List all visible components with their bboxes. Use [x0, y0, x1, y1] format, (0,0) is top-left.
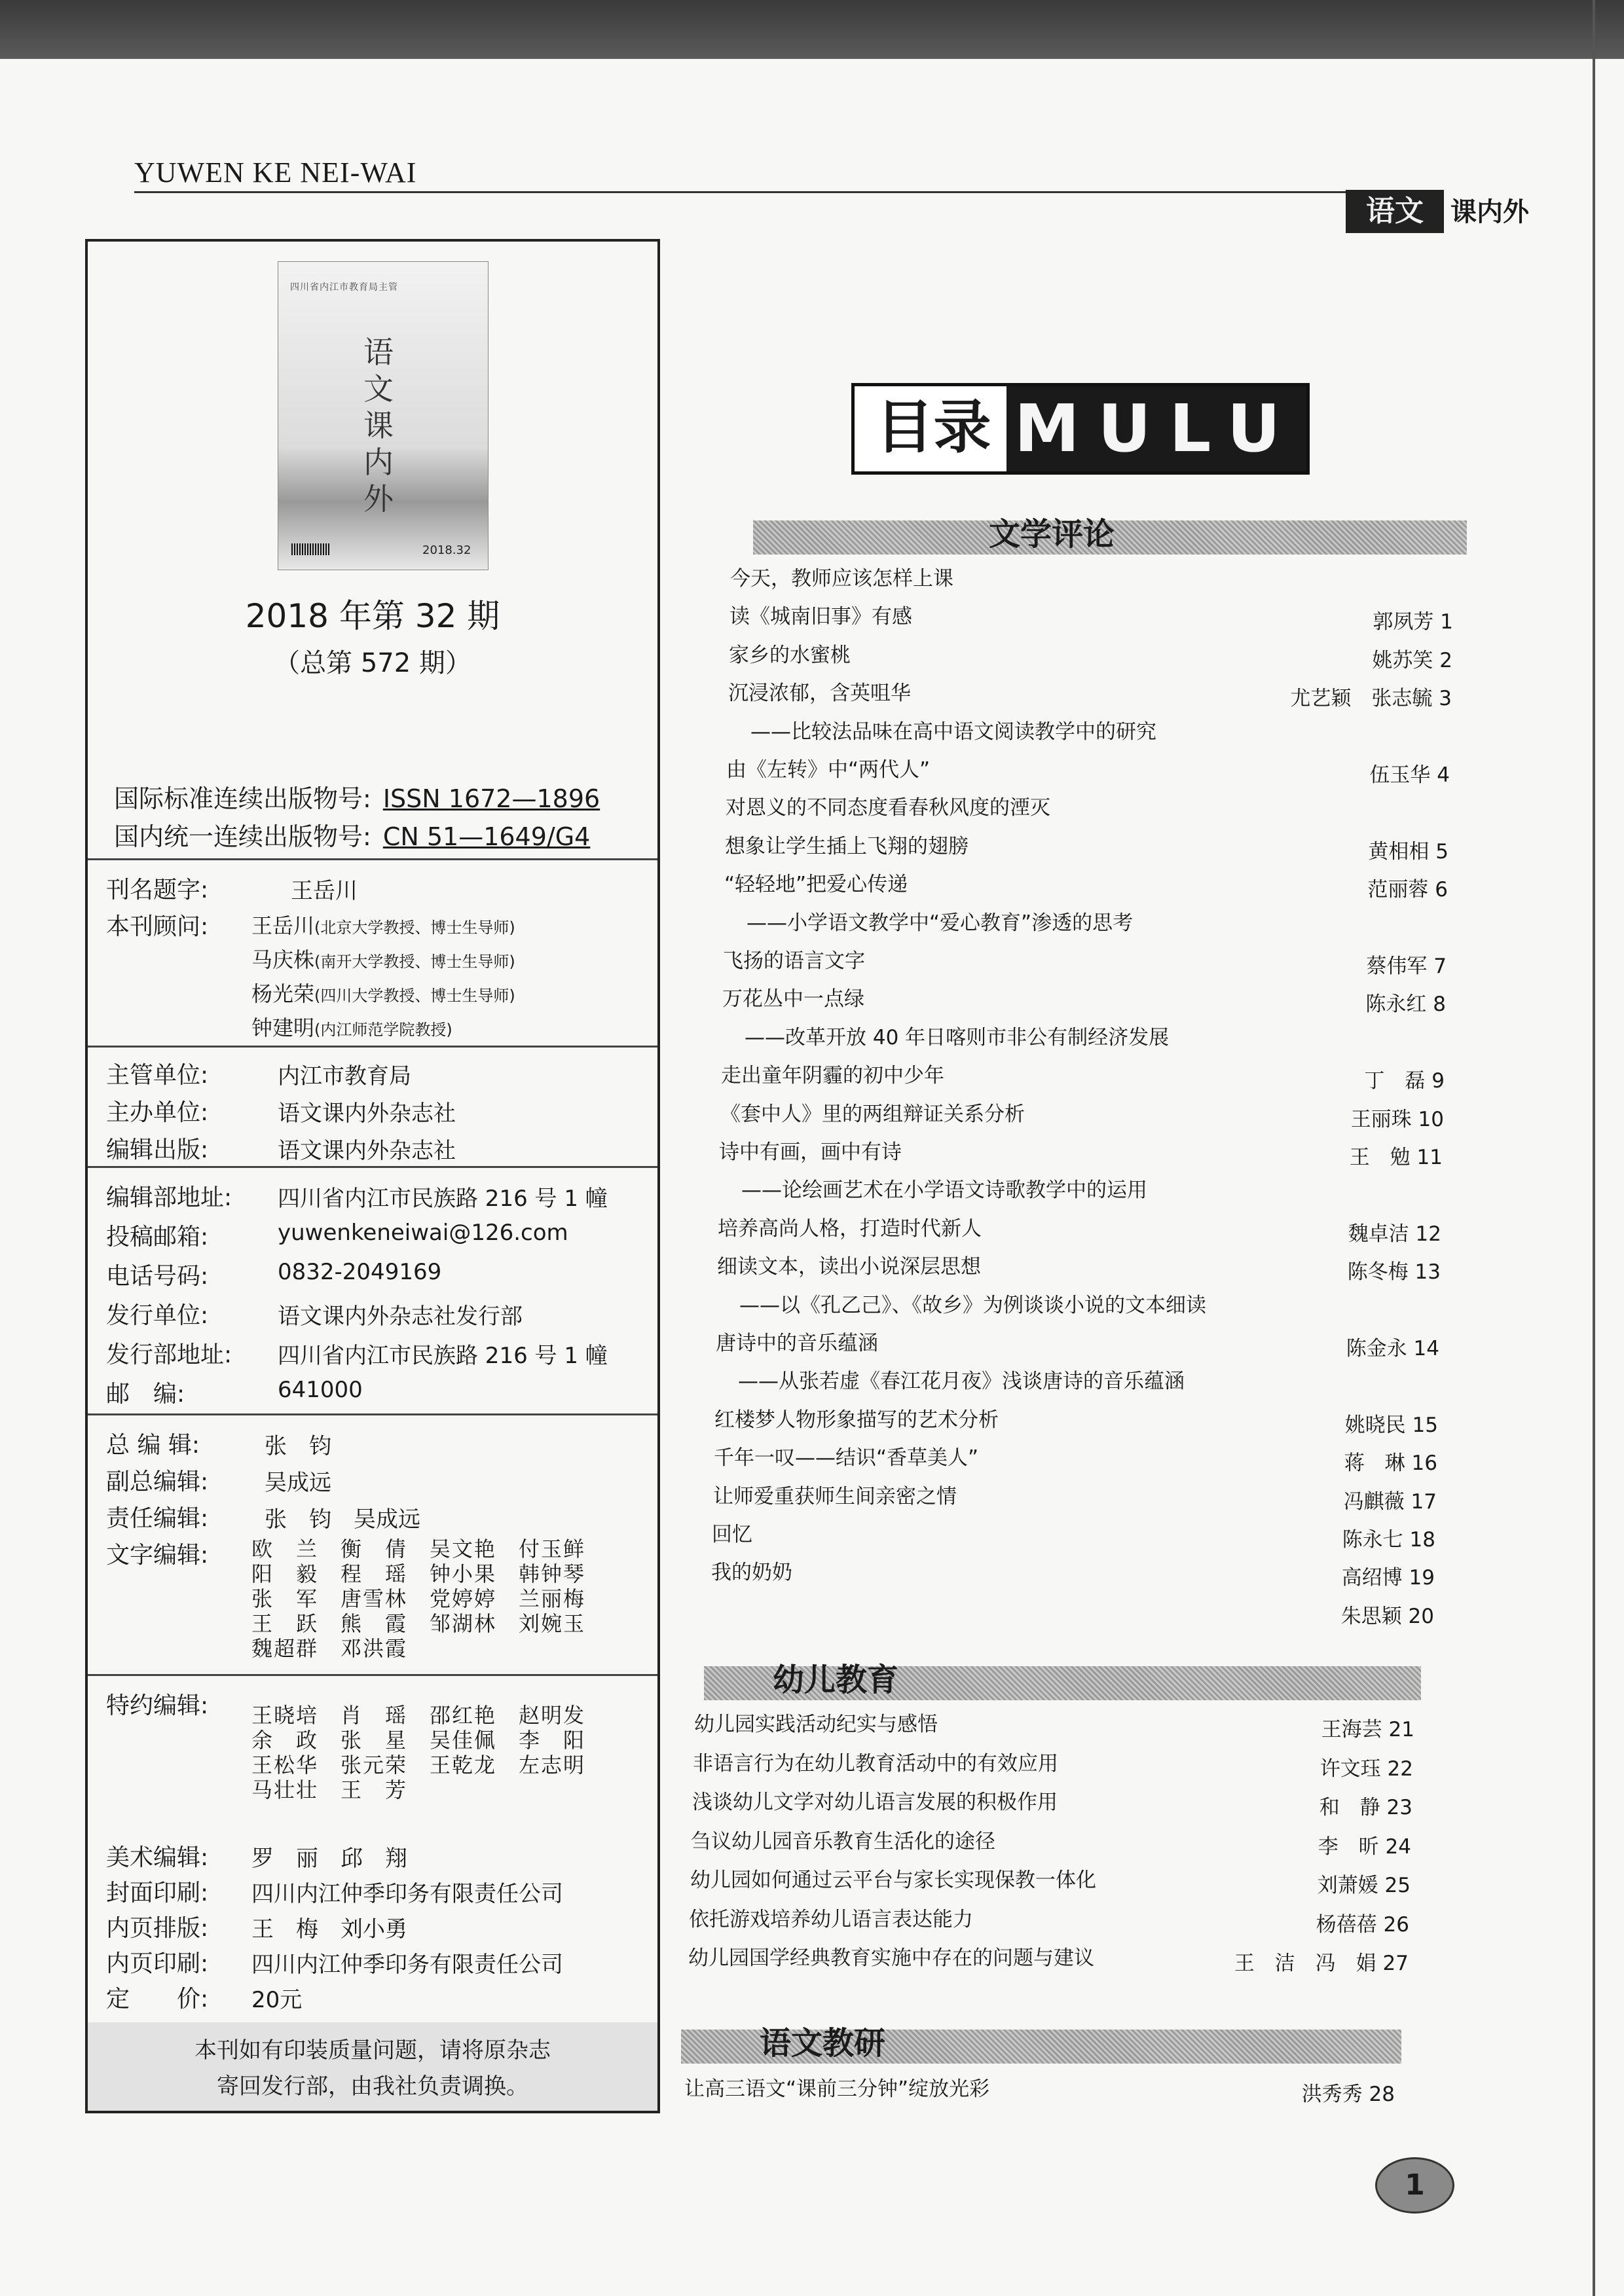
- toc-entry-title[interactable]: 沉浸浓郁，含英咀华: [728, 682, 911, 706]
- supervisor-label: 主管单位:: [106, 1062, 209, 1089]
- toc-entry-title[interactable]: ——比较法品味在高中语文阅读教学中的研究: [750, 720, 1156, 744]
- notice-line-2: 寄回发行部，由我社负责调换。: [217, 2073, 528, 2100]
- barcode-icon: [291, 543, 331, 555]
- section-header: [704, 1662, 1421, 1700]
- chief-editor-value: 张 钧: [265, 1433, 331, 1459]
- text-editors-label: 文字编辑:: [106, 1542, 209, 1569]
- divider: [88, 1046, 657, 1048]
- advisor-row: 马庆株(南开大学教授、博士生导师): [251, 947, 515, 972]
- page-number: 1: [1375, 2157, 1454, 2214]
- publisher-value: 语文课内外杂志社: [278, 1138, 456, 1164]
- section-header: [681, 2025, 1401, 2064]
- toc-entry-author: 许文珏 22: [1320, 1757, 1413, 1781]
- toc-entry-author: 高绍博 19: [1341, 1566, 1435, 1590]
- toc-entry-title[interactable]: 走出童年阴霾的初中少年: [721, 1064, 944, 1088]
- price-label: 定 价:: [106, 1986, 209, 2013]
- divider: [88, 858, 657, 860]
- text-editors-list: 欧 兰 衡 倩 吴文艳 付玉鲜 阳 毅 程 瑶 钟小果 韩钟琴 张 军 唐雪林 党婷婷 兰丽梅 王 跃 熊 霞 邹湖林 刘婉玉 魏超群 邓洪霞: [251, 1537, 586, 1661]
- calligraphy-value: 王岳川: [291, 878, 358, 904]
- toc-entry-author: 陈冬梅 13: [1347, 1260, 1441, 1285]
- sponsor-label: 主办单位:: [106, 1099, 209, 1126]
- advisor-row: 钟建明(内江师范学院教授): [251, 1015, 452, 1040]
- responsible-editor-value: 张 钧 吴成远: [265, 1506, 420, 1533]
- toc-entry-author: 冯麒薇 17: [1343, 1489, 1437, 1514]
- postcode-value: 641000: [278, 1377, 363, 1403]
- toc-entry-author: 范丽蓉 6: [1367, 878, 1448, 902]
- phone-label: 电话号码:: [106, 1263, 209, 1290]
- toc-heading-en: MULU: [1006, 386, 1306, 471]
- toc-entry-title[interactable]: 想象让学生插上飞翔的翅膀: [725, 834, 969, 858]
- toc-entry-title[interactable]: 让师爱重获师生间亲密之情: [713, 1484, 957, 1508]
- responsible-editor-label: 责任编辑:: [106, 1505, 209, 1532]
- issn-value: ISSN 1672—1896: [382, 784, 600, 813]
- header-rule: [134, 191, 1346, 193]
- calligraphy-label: 刊名题字:: [106, 877, 209, 903]
- toc-entry-title[interactable]: 幼儿园如何通过云平台与家长实现保教一体化: [690, 1868, 1096, 1892]
- advisor-row: 杨光荣(四川大学教授、博士生导师): [251, 981, 515, 1006]
- typesetting-label: 内页排版:: [106, 1915, 209, 1942]
- toc-entry-author: 洪秀秀 28: [1301, 2083, 1395, 2106]
- toc-entry-author: 伍玉华 4: [1369, 763, 1450, 787]
- dist-address-label: 发行部地址:: [106, 1341, 232, 1368]
- issn-row: [114, 778, 600, 814]
- toc-entry-title[interactable]: 非语言行为在幼儿教育活动中的有效应用: [693, 1751, 1058, 1776]
- toc-entry-author: 杨蓓蓓 26: [1316, 1912, 1409, 1937]
- toc-entry-author: 陈金永 14: [1346, 1337, 1439, 1360]
- toc-entry-title[interactable]: 浅谈幼儿文学对幼儿语言发展的积极作用: [692, 1791, 1058, 1814]
- toc-entry-author: 王海芸 21: [1321, 1718, 1414, 1741]
- total-issue: （总第 572 期）: [274, 648, 471, 678]
- publisher-label: 编辑出版:: [106, 1137, 209, 1163]
- toc-entry-title[interactable]: 细读文本，读出小说深层思想: [717, 1255, 981, 1279]
- toc-entry-title[interactable]: ——论绘画艺术在小学语文诗歌教学中的运用: [741, 1178, 1147, 1203]
- toc-entry-author: 郭夙芳 1: [1373, 610, 1453, 634]
- toc-entry-title[interactable]: 幼儿园国学经典教育实施中存在的问题与建议: [688, 1946, 1094, 1970]
- toc-entry-author: 陈永红 8: [1365, 993, 1446, 1017]
- toc-entry-author: 尤艺颖 张志毓 3: [1290, 687, 1452, 711]
- art-editor-label: 美术编辑:: [106, 1844, 209, 1871]
- toc-entry-author: 丁 磊 9: [1364, 1069, 1445, 1093]
- guest-editors-label: 特约编辑:: [106, 1692, 209, 1719]
- deputy-editor-label: 副总编辑:: [106, 1468, 209, 1495]
- toc-entry-title[interactable]: 我的奶奶: [711, 1561, 792, 1585]
- chief-editor-label: 总 编 辑:: [106, 1432, 200, 1459]
- running-header: YUWEN KE NEI-WAI: [134, 156, 417, 189]
- office-address-label: 编辑部地址:: [106, 1184, 232, 1211]
- typesetting-value: 王 梅 刘小勇: [251, 1916, 407, 1942]
- advisors-label: 本刊顾问:: [106, 913, 209, 940]
- cn-row: [114, 816, 590, 852]
- toc-entry-title[interactable]: 唐诗中的音乐蕴涵: [716, 1332, 878, 1355]
- sponsor-value: 语文课内外杂志社: [278, 1101, 456, 1127]
- advisor-row: 王岳川(北京大学教授、博士生导师): [251, 913, 515, 938]
- toc-entry-title[interactable]: 依托游戏培养幼儿语言表达能力: [689, 1907, 973, 1931]
- phone-value: 0832-2049169: [278, 1259, 442, 1285]
- toc-entry-title[interactable]: 培养高尚人格，打造时代新人: [718, 1216, 982, 1241]
- cn-label: 国内统一连续出版物号:: [114, 822, 371, 851]
- toc-entry-title[interactable]: 《套中人》里的两组辩证关系分析: [720, 1102, 1025, 1126]
- toc-entry-author: 王 洁 冯 娟 27: [1234, 1952, 1409, 1975]
- toc-entry-author: 刘萧媛 25: [1317, 1874, 1411, 1897]
- guest-editors-list: 王晓培 肖 瑶 邵红艳 赵明发 余 政 张 星 吴佳佩 李 阳 王松华 张元荣 王乾龙 左志明 马壮壮 王 芳: [251, 1703, 586, 1802]
- toc-heading: [851, 383, 1310, 475]
- office-address-value: 四川省内江市民族路 216 号 1 幢: [278, 1186, 608, 1212]
- scan-top-band: [0, 0, 1624, 59]
- brand-text: 课内外: [1450, 197, 1529, 227]
- toc-entry-author: 魏卓洁 12: [1348, 1222, 1441, 1246]
- issn-label: 国际标准连续出版物号:: [114, 784, 371, 813]
- notice-line-1: 本刊如有印装质量问题，请将原杂志: [194, 2037, 551, 2064]
- toc-entry-author: 李 昕 24: [1318, 1834, 1411, 1859]
- section-title: 幼儿教育: [773, 1662, 899, 1698]
- cover-thumbnail: [278, 261, 489, 570]
- toc-entry-title[interactable]: 万花丛中一点绿: [722, 987, 864, 1011]
- section-title: 语文教研: [760, 2025, 886, 2062]
- toc-entry-title[interactable]: 今天，教师应该怎样上课: [730, 567, 953, 591]
- toc-entry-title[interactable]: 让高三语文“课前三分钟”绽放光彩: [684, 2077, 990, 2101]
- cover-logo-text: 四川省内江市教育局主管: [290, 282, 398, 293]
- toc-entry-title[interactable]: 飞扬的语言文字: [723, 949, 865, 973]
- toc-entry-author: 姚苏笑 2: [1372, 648, 1452, 672]
- divider: [88, 1413, 657, 1415]
- section-header: [753, 516, 1467, 555]
- cn-value: CN 51—1649/G4: [382, 822, 591, 851]
- toc-entry-title[interactable]: 刍议幼儿园音乐教育生活化的途径: [691, 1829, 995, 1853]
- divider: [88, 1674, 657, 1676]
- inner-printer-label: 内页印刷:: [106, 1950, 209, 1977]
- cover-title: 语文课内外: [363, 335, 394, 517]
- dist-address-value: 四川省内江市民族路 216 号 1 幢: [278, 1343, 608, 1369]
- toc-entry-author: 和 静 23: [1319, 1796, 1412, 1819]
- toc-entry-title[interactable]: 对恩义的不同态度看春秋风度的湮灭: [726, 796, 1050, 820]
- divider: [88, 1166, 657, 1168]
- toc-entry-author: 蔡伟军 7: [1366, 955, 1447, 978]
- cover-printer-label: 封面印刷:: [106, 1880, 209, 1906]
- toc-entry-title[interactable]: 读《城南旧事》有感: [729, 605, 912, 629]
- deputy-editor-value: 吴成远: [265, 1470, 331, 1496]
- toc-entry-author: 朱思颖 20: [1340, 1604, 1434, 1628]
- price-value: 20元: [251, 1987, 303, 2013]
- toc-entry-title[interactable]: 千年一叹——结识“香草美人”: [714, 1446, 979, 1470]
- toc-entry-author: 蒋 琳 16: [1344, 1451, 1437, 1476]
- email-value: yuwenkeneiwai@126.com: [278, 1220, 568, 1246]
- distributor-value: 语文课内外杂志社发行部: [278, 1303, 523, 1330]
- distributor-label: 发行单位:: [106, 1302, 209, 1329]
- brand-mark: 语文: [1346, 190, 1444, 233]
- supervisor-value: 内江市教育局: [278, 1063, 411, 1089]
- email-label: 投稿邮箱:: [106, 1224, 209, 1250]
- toc-entry-title[interactable]: 回忆: [712, 1523, 752, 1546]
- page-edge-rule: [1593, 0, 1595, 2296]
- toc-entry-author: 姚晓民 15: [1344, 1413, 1438, 1437]
- masthead-panel: [85, 239, 660, 2113]
- issue-number: 2018 年第 32 期: [245, 597, 500, 635]
- toc-entry-title[interactable]: ——小学语文教学中“爱心教育”渗透的思考: [747, 911, 1134, 935]
- toc-entry-title[interactable]: 由《左转》中“两代人”: [726, 758, 931, 782]
- cover-issue-label: 2018.32: [422, 543, 471, 557]
- art-editor-value: 罗 丽 邱 翔: [251, 1846, 407, 1872]
- toc-entry-title[interactable]: 红楼梦人物形象描写的艺术分析: [714, 1408, 999, 1432]
- toc-entry-title[interactable]: 幼儿园实践活动纪实与感悟: [694, 1713, 938, 1736]
- toc-entry-title[interactable]: “轻轻地”把爱心传递: [724, 873, 908, 897]
- toc-entry-title[interactable]: ——以《孔乙己》、《故乡》为例谈谈小说的文本细读: [739, 1293, 1206, 1317]
- toc-entry-title[interactable]: ——从张若虚《春江花月夜》浅谈唐诗的音乐蕴涵: [738, 1370, 1185, 1394]
- toc-entry-title[interactable]: ——改革开放 40 年日喀则市非公有制经济发展: [745, 1025, 1170, 1049]
- toc-entry-author: 王 勉 11: [1349, 1146, 1443, 1169]
- toc-entry-author: 陈永七 18: [1342, 1528, 1435, 1552]
- section-title: 文学评论: [989, 516, 1115, 553]
- toc-entry-author: 王丽珠 10: [1350, 1107, 1444, 1131]
- toc-heading-cn: 目录: [866, 392, 1001, 464]
- toc-entry-title[interactable]: 家乡的水蜜桃: [729, 643, 851, 667]
- postcode-label: 邮 编:: [106, 1381, 185, 1408]
- toc-entry-author: 黄相相 5: [1368, 839, 1449, 864]
- inner-printer-value: 四川内江仲季印务有限责任公司: [251, 1952, 563, 1978]
- cover-printer-value: 四川内江仲季印务有限责任公司: [251, 1881, 563, 1907]
- brand-logo: [1346, 190, 1542, 233]
- toc-entry-title[interactable]: 诗中有画，画中有诗: [719, 1140, 902, 1164]
